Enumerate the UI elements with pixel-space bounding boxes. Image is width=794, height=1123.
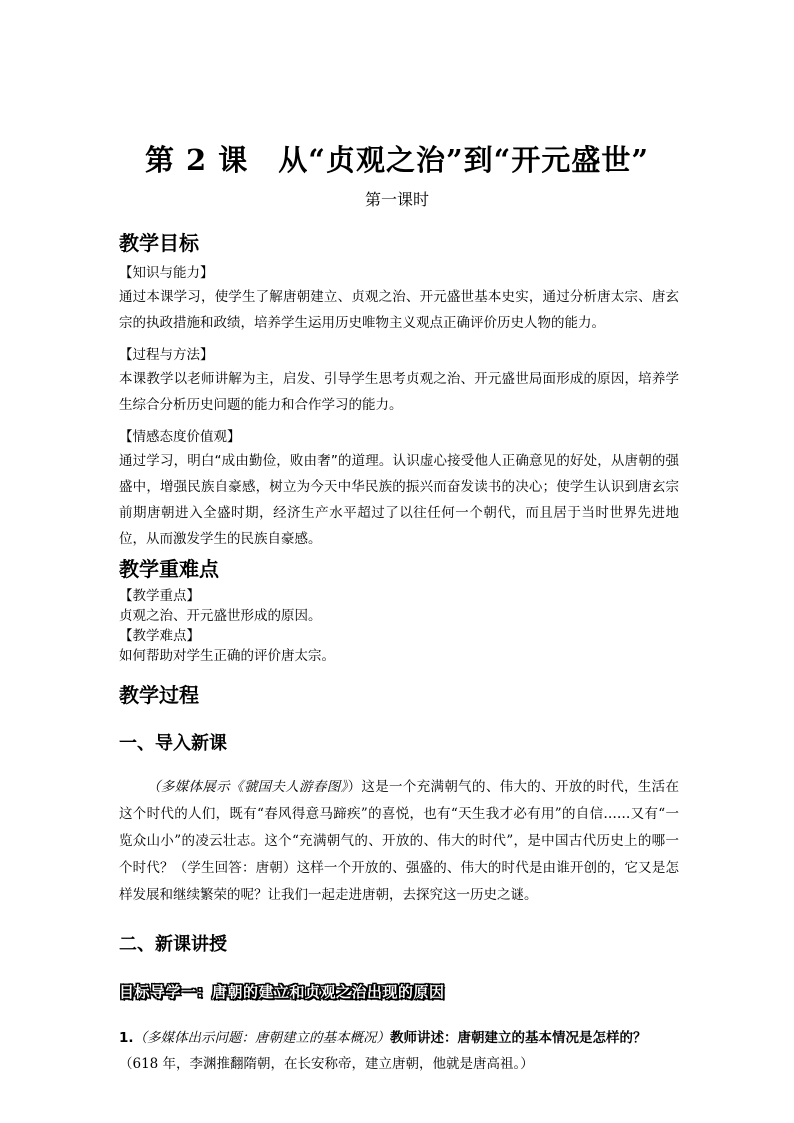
lesson-title: 第 2 课 从“贞观之治”到“开元盛世” xyxy=(144,143,650,177)
section1-text xyxy=(119,774,679,909)
question-1-prompt: （多媒体出示问题：唐朝建立的基本概况） xyxy=(133,1030,391,1046)
process-method-text: 本课教学以老师讲解为主，启发、引导学生思考贞观之治、开元盛世局面形成的原因，培养学生综合分析历史问题的能力和合作学习的能力。 xyxy=(119,371,679,413)
question-1-bold: 教师讲述：唐朝建立的基本情况是怎样的？ xyxy=(390,1030,647,1046)
section2-heading: 二、新课讲授 xyxy=(119,934,227,955)
process-method-label: 【过程与方法】 xyxy=(119,347,214,363)
objectives-heading: 教学目标 xyxy=(119,231,199,255)
section1-italic: （多媒体展示《虢国夫人游春图》 xyxy=(147,779,348,795)
section1-heading: 一、导入新课 xyxy=(119,733,227,754)
goal-banner-row xyxy=(119,981,679,1003)
emotion-label: 【情感态度价值观】 xyxy=(119,429,241,445)
question-1 xyxy=(119,1025,679,1051)
section1-body: ）这是一个充满朝气的、伟大的、开放的时代，生活在这个时代的人们，既有“春风得意马蹄疾”的喜悦，也有“天生我才必有用”的自信……又有“一览众山小”的凌云壮志。这个“充满朝气的、开放的、伟大的时代”，是中国古代历史上的哪一个时代？（学生回答：唐朝）这样一个开放的、强盛的、伟大的时代是由谁开创的，它又是怎样发展和继续繁荣的呢？让我们一起走进唐朝，去探究这一历史之谜。 xyxy=(119,779,680,903)
question-1-number: 1. xyxy=(119,1030,134,1046)
knowledge-label: 【知识与能力】 xyxy=(119,265,214,281)
emotion-text: 通过学习，明白“成由勤俭，败由奢”的道理。认识虚心接受他人正确意见的好处，从唐朝的强盛中，增强民族自豪感，树立为今天中华民族的振兴而奋发读书的决心；使学生认识到唐玄宗前期唐朝进入全盛时期，经济生产水平超过了以往任何一个朝代，而且居于当时世界先进地位，从而激发学生的民族自豪感。 xyxy=(119,453,679,547)
focus-text: 贞观之治、开元盛世形成的原因。 xyxy=(119,608,322,624)
lesson-subtitle: 第一课时 xyxy=(364,190,429,209)
difficulty-text: 如何帮助对学生正确的评价唐太宗。 xyxy=(119,648,335,664)
focus-label: 【教学重点】 xyxy=(119,588,200,604)
knowledge-text: 通过本课学习，使学生了解唐朝建立、贞观之治、开元盛世基本史实，通过分析唐太宗、唐玄宗的执政措施和政绩，培养学生运用历史唯物主义观点正确评价历史人物的能力。 xyxy=(119,289,679,331)
key-points-heading: 教学重难点 xyxy=(119,557,219,581)
difficulty-label: 【教学难点】 xyxy=(119,628,200,644)
question-1-answer: （618 年，李渊推翻隋朝，在长安称帝，建立唐朝，他就是唐高祖。） xyxy=(119,1056,534,1072)
goal-banner: 目标导学一：唐朝的建立和贞观之治出现的原因 xyxy=(119,983,445,1001)
document-body xyxy=(119,226,679,1077)
process-heading: 教学过程 xyxy=(119,683,199,707)
